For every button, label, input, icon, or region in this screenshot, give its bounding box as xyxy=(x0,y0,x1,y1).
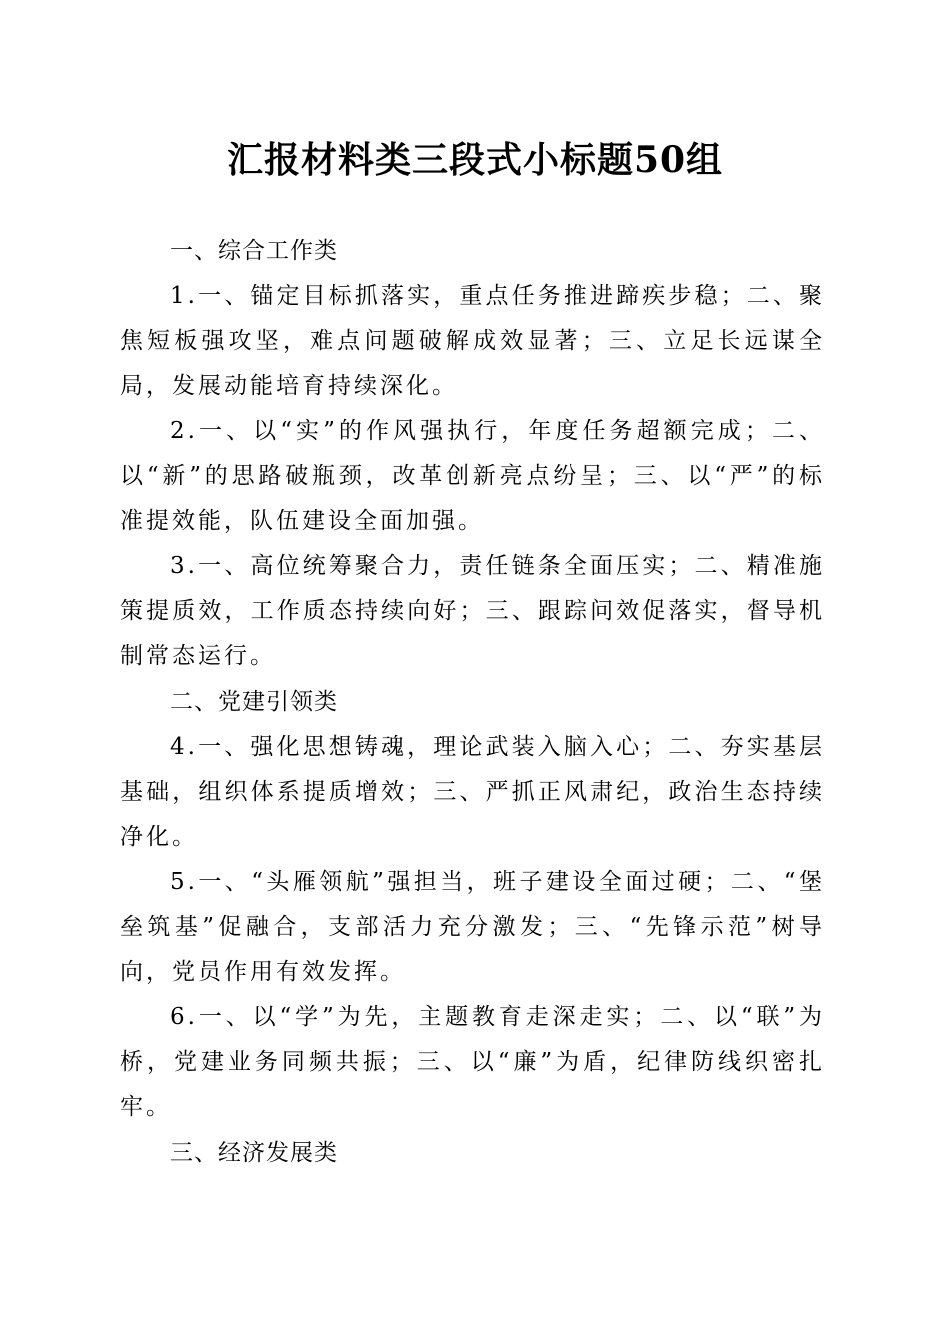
section-heading: 一、综合工作类 xyxy=(170,238,338,264)
paragraph-item-2: 2.一、以“实”的作风强执行，年度任务超额完成；二、以“新”的思路破瓶颈，改革创新亮点纷呈；三、以“严”的标准提效能，队伍建设全面加强。 xyxy=(120,418,825,534)
document-body xyxy=(120,228,825,1176)
section-heading: 三、经济发展类 xyxy=(170,1140,338,1166)
section-party-building xyxy=(120,679,825,1130)
section-heading: 二、党建引领类 xyxy=(170,689,338,715)
document-title: 汇报材料类三段式小标题50组 xyxy=(226,139,724,181)
paragraph-item-4: 4.一、强化思想铸魂，理论武装入脑入心；二、夯实基层基础，组织体系提质增效；三、严抓正风肃纪，政治生态持续净化。 xyxy=(120,734,825,850)
paragraph-item-3: 3.一、高位统筹聚合力，责任链条全面压实；二、精准施策提质效，工作质态持续向好；三、跟踪问效促落实，督导机制常态运行。 xyxy=(120,553,825,669)
section-general-work xyxy=(120,228,825,679)
paragraph-item-1: 1.一、锚定目标抓落实，重点任务推进蹄疾步稳；二、聚焦短板强攻坚，难点问题破解成效显著；三、立足长远谋全局，发展动能培育持续深化。 xyxy=(120,283,825,399)
paragraph-item-5: 5.一、“头雁领航”强担当，班子建设全面过硬；二、“堡垒筑基”促融合，支部活力充分激发；三、“先锋示范”树导向，党员作用有效发挥。 xyxy=(120,869,825,985)
section-economic-development xyxy=(120,1130,825,1176)
paragraph-item-6: 6.一、以“学”为先，主题教育走深走实；二、以“联”为桥，党建业务同频共振；三、以“廉”为盾，纪律防线织密扎牢。 xyxy=(120,1004,825,1120)
